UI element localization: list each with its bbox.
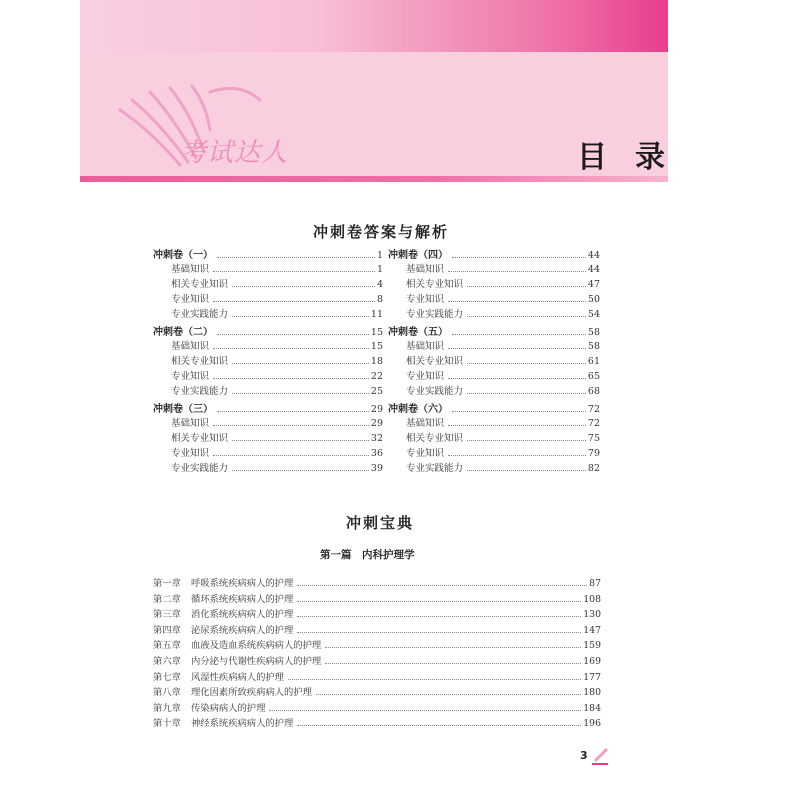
toc-entry-page: 39 bbox=[370, 463, 383, 474]
chapter-page: 159 bbox=[583, 640, 601, 652]
toc-entry-page: 50 bbox=[587, 294, 600, 305]
toc-entry-subject bbox=[388, 353, 600, 368]
toc-entry-label: 相关专业知识 bbox=[406, 433, 464, 444]
dot-leader bbox=[448, 301, 586, 302]
toc-entry-label: 专业实践能力 bbox=[171, 463, 229, 474]
chapter-entry bbox=[153, 622, 601, 638]
chapter-number: 第五章 bbox=[153, 640, 181, 652]
toc-entry-label: 冲刺卷（六） bbox=[388, 404, 448, 415]
banner-gradient bbox=[80, 0, 668, 52]
dot-leader bbox=[213, 301, 375, 302]
toc-entry-page: 82 bbox=[587, 463, 600, 474]
toc-entry-subject bbox=[153, 261, 383, 276]
banner-stripe bbox=[80, 176, 668, 182]
dot-leader bbox=[452, 334, 586, 335]
chapter-entry bbox=[153, 575, 601, 591]
toc-entry-subject bbox=[388, 460, 600, 475]
toc-entry-volume bbox=[153, 323, 383, 338]
toc-entry-page: 72 bbox=[587, 404, 600, 415]
toc-entry-label: 冲刺卷（四） bbox=[388, 250, 448, 261]
chapter-number: 第二章 bbox=[153, 593, 181, 605]
dot-leader bbox=[213, 348, 369, 349]
toc-entry-page: 1 bbox=[376, 250, 383, 261]
toc-entry-label: 相关专业知识 bbox=[171, 356, 229, 367]
chapter-title: 消化系统疾病病人的护理 bbox=[191, 609, 294, 621]
toc-entry-label: 专业实践能力 bbox=[171, 386, 229, 397]
chapter-title: 血液及造血系统疾病病人的护理 bbox=[191, 640, 322, 652]
dot-leader bbox=[213, 425, 369, 426]
toc-entry-page: 29 bbox=[370, 418, 383, 429]
toc-entry-page: 11 bbox=[370, 309, 383, 320]
chapter-title: 循环系统疾病病人的护理 bbox=[191, 593, 294, 605]
toc-entry-label: 基础知识 bbox=[406, 418, 445, 429]
dot-leader bbox=[448, 348, 586, 349]
toc-entry-subject bbox=[153, 445, 383, 460]
toc-entry-volume bbox=[388, 400, 600, 415]
dot-leader bbox=[232, 440, 369, 441]
dot-leader bbox=[316, 694, 581, 695]
chapter-number: 第七章 bbox=[153, 671, 181, 683]
dot-leader bbox=[232, 393, 369, 394]
toc-entry-subject bbox=[153, 291, 383, 306]
chapter-title: 神经系统疾病病人的护理 bbox=[191, 718, 294, 730]
toc-entry-page: 47 bbox=[587, 279, 600, 290]
page-number: 3 bbox=[580, 749, 588, 762]
dot-leader bbox=[448, 378, 586, 379]
dot-leader bbox=[217, 334, 369, 335]
dot-leader bbox=[448, 425, 586, 426]
toc-entry-label: 基础知识 bbox=[406, 264, 445, 275]
toc-entry-label: 冲刺卷（二） bbox=[153, 327, 213, 338]
toc-entry-label: 专业知识 bbox=[406, 294, 445, 305]
toc-entry-page: 68 bbox=[587, 386, 600, 397]
chapter-page: 87 bbox=[589, 578, 601, 589]
toc-entry-page: 15 bbox=[370, 327, 383, 338]
dot-leader bbox=[467, 316, 586, 317]
toc-entry-label: 专业实践能力 bbox=[171, 309, 229, 320]
toc-entry-label: 专业知识 bbox=[171, 448, 210, 459]
toc-entry-subject bbox=[388, 445, 600, 460]
toc-left-column bbox=[153, 244, 383, 475]
page-title: 目录 bbox=[577, 140, 693, 175]
toc-entry-subject bbox=[153, 383, 383, 398]
chapter-page: 184 bbox=[583, 702, 601, 714]
chapter-page: 147 bbox=[583, 624, 601, 636]
dot-leader bbox=[217, 411, 369, 412]
chapter-page: 169 bbox=[583, 655, 601, 667]
chapter-page: 130 bbox=[583, 609, 601, 621]
chapter-entry bbox=[153, 700, 601, 716]
toc-entry-label: 基础知识 bbox=[406, 341, 445, 352]
chapter-number: 第九章 bbox=[153, 702, 181, 714]
dot-leader bbox=[232, 363, 369, 364]
chapter-title: 泌尿系统疾病病人的护理 bbox=[191, 624, 294, 636]
toc-entry-subject bbox=[153, 276, 383, 291]
toc-entry-subject bbox=[153, 415, 383, 430]
dot-leader bbox=[467, 363, 586, 364]
chapter-title: 传染病病人的护理 bbox=[191, 702, 266, 714]
chapter-number: 第六章 bbox=[153, 655, 181, 667]
toc-entry-subject bbox=[388, 430, 600, 445]
toc-entry-page: 29 bbox=[370, 404, 383, 415]
toc-entry-label: 基础知识 bbox=[171, 341, 210, 352]
toc-entry-label: 专业知识 bbox=[171, 371, 210, 382]
toc-entry-volume bbox=[153, 400, 383, 415]
toc-entry-label: 相关专业知识 bbox=[171, 433, 229, 444]
toc-entry-subject bbox=[153, 368, 383, 383]
toc-entry-page: 18 bbox=[370, 356, 383, 367]
toc-entry-subject bbox=[153, 306, 383, 321]
toc-entry-label: 专业实践能力 bbox=[406, 309, 464, 320]
dot-leader bbox=[297, 585, 587, 586]
toc-entry-volume bbox=[388, 246, 600, 261]
toc-entry-page: 32 bbox=[370, 433, 383, 444]
toc-entry-label: 冲刺卷（三） bbox=[153, 404, 213, 415]
chapter-title: 风湿性疾病病人的护理 bbox=[191, 671, 284, 683]
dot-leader bbox=[297, 725, 581, 726]
toc-entry-label: 基础知识 bbox=[171, 418, 210, 429]
chapter-title: 内分泌与代谢性疾病病人的护理 bbox=[191, 655, 322, 667]
chapter-page: 180 bbox=[583, 687, 601, 699]
toc-entry-page: 44 bbox=[587, 264, 600, 275]
toc-entry-page: 61 bbox=[587, 356, 600, 367]
dot-leader bbox=[467, 440, 586, 441]
chapter-list bbox=[153, 575, 601, 731]
toc-entry-label: 专业知识 bbox=[406, 371, 445, 382]
dot-leader bbox=[448, 455, 586, 456]
dot-leader bbox=[232, 286, 375, 287]
toc-entry-page: 44 bbox=[587, 250, 600, 261]
section-title-answers: 冲刺卷答案与解析 bbox=[313, 223, 450, 241]
dot-leader bbox=[448, 271, 586, 272]
toc-entry-subject bbox=[388, 338, 600, 353]
chapter-title: 理化因素所致疾病病人的护理 bbox=[191, 687, 312, 699]
toc-entry-page: 75 bbox=[587, 433, 600, 444]
chapter-title: 呼吸系统疾病病人的护理 bbox=[191, 578, 294, 589]
section-title-handbook: 冲刺宝典 bbox=[346, 514, 415, 532]
toc-entry-label: 专业知识 bbox=[171, 294, 210, 305]
dot-leader bbox=[232, 470, 369, 471]
chapter-page: 177 bbox=[583, 671, 601, 683]
dot-leader bbox=[325, 663, 581, 664]
chapter-entry bbox=[153, 669, 601, 685]
toc-entry-page: 22 bbox=[370, 371, 383, 382]
dot-leader bbox=[467, 470, 586, 471]
dot-leader bbox=[232, 316, 369, 317]
toc-entry-page: 58 bbox=[587, 341, 600, 352]
logo-text: 考试达人 bbox=[180, 138, 289, 168]
toc-entry-label: 专业实践能力 bbox=[406, 386, 464, 397]
dot-leader bbox=[297, 616, 581, 617]
toc-entry-label: 专业实践能力 bbox=[406, 463, 464, 474]
chapter-number: 第十章 bbox=[153, 718, 181, 730]
toc-entry-subject bbox=[388, 415, 600, 430]
chapter-number: 第三章 bbox=[153, 609, 181, 621]
toc-entry-subject bbox=[153, 338, 383, 353]
chapter-number: 第四章 bbox=[153, 624, 181, 636]
dot-leader bbox=[467, 393, 586, 394]
toc-entry-subject bbox=[388, 291, 600, 306]
toc-right-column bbox=[388, 244, 600, 475]
chapter-entry bbox=[153, 606, 601, 622]
dot-leader bbox=[213, 378, 369, 379]
toc-entry-subject bbox=[153, 460, 383, 475]
dot-leader bbox=[213, 271, 375, 272]
toc-entry-subject bbox=[388, 276, 600, 291]
toc-entry-page: 54 bbox=[587, 309, 600, 320]
toc-entry-page: 25 bbox=[370, 386, 383, 397]
toc-entry-subject bbox=[388, 306, 600, 321]
dot-leader bbox=[452, 411, 586, 412]
chapter-page: 196 bbox=[583, 718, 601, 730]
chapter-entry bbox=[153, 684, 601, 700]
toc-entry-label: 冲刺卷（五） bbox=[388, 327, 448, 338]
toc-entry-label: 相关专业知识 bbox=[406, 356, 464, 367]
dot-leader bbox=[217, 257, 375, 258]
toc-entry-subject bbox=[388, 261, 600, 276]
toc-entry-subject bbox=[153, 430, 383, 445]
toc-entry-volume bbox=[153, 246, 383, 261]
dot-leader bbox=[452, 257, 586, 258]
toc-entry-page: 79 bbox=[587, 448, 600, 459]
toc-entry-page: 72 bbox=[587, 418, 600, 429]
dot-leader bbox=[288, 679, 581, 680]
chapter-entry bbox=[153, 653, 601, 669]
toc-entry-page: 1 bbox=[376, 264, 383, 275]
toc-entry-page: 15 bbox=[370, 341, 383, 352]
toc-entry-page: 65 bbox=[587, 371, 600, 382]
chapter-entry bbox=[153, 637, 601, 653]
toc-entry-subject bbox=[153, 353, 383, 368]
dot-leader bbox=[297, 601, 581, 602]
toc-entry-label: 相关专业知识 bbox=[406, 279, 464, 290]
part-title: 第一篇 内科护理学 bbox=[320, 549, 415, 561]
header-banner bbox=[80, 0, 693, 182]
toc-entry-label: 专业知识 bbox=[406, 448, 445, 459]
toc-entry-label: 基础知识 bbox=[171, 264, 210, 275]
toc-entry-volume bbox=[388, 323, 600, 338]
dot-leader bbox=[325, 647, 581, 648]
toc-entry-subject bbox=[388, 368, 600, 383]
toc-entry-page: 8 bbox=[376, 294, 383, 305]
chapter-entry bbox=[153, 591, 601, 607]
page-corner-mark-icon bbox=[590, 746, 610, 766]
toc-entry-page: 36 bbox=[370, 448, 383, 459]
dot-leader bbox=[297, 632, 581, 633]
chapter-page: 108 bbox=[583, 593, 601, 605]
toc-entry-page: 4 bbox=[376, 279, 383, 290]
toc-entry-subject bbox=[388, 383, 600, 398]
chapter-number: 第八章 bbox=[153, 687, 181, 699]
dot-leader bbox=[213, 455, 369, 456]
toc-entry-label: 冲刺卷（一） bbox=[153, 250, 213, 261]
toc-entry-page: 58 bbox=[587, 327, 600, 338]
chapter-entry bbox=[153, 715, 601, 731]
dot-leader bbox=[467, 286, 586, 287]
toc-entry-label: 相关专业知识 bbox=[171, 279, 229, 290]
dot-leader bbox=[269, 710, 581, 711]
chapter-number: 第一章 bbox=[153, 578, 181, 589]
